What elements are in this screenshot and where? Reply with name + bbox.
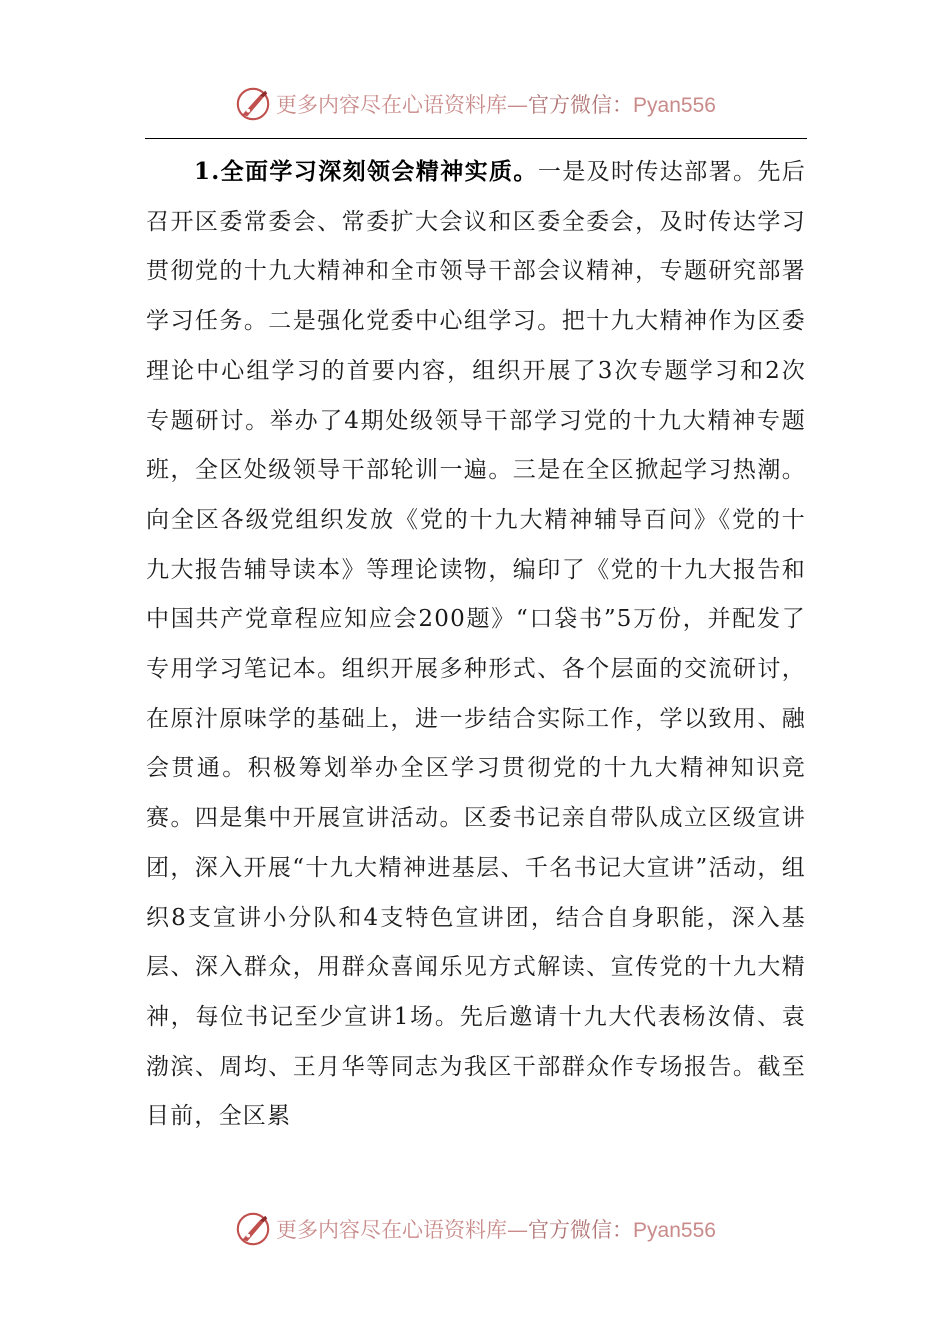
watermark-main-text: 更多内容尽在心语资料库 (276, 93, 508, 117)
watermark-wechat-id: Pyan556 (633, 94, 716, 117)
header-watermark-banner (0, 81, 950, 127)
document-body (146, 147, 806, 1142)
watermark-text (276, 89, 716, 119)
watermark-label: 官方微信： (528, 93, 634, 117)
watermark-separator: — (507, 93, 529, 117)
watermark-main-text: 更多内容尽在心语资料库 (276, 1218, 508, 1242)
header-divider (145, 138, 807, 139)
body-paragraph (146, 147, 806, 1142)
paragraph-text: 一是及时传达部署。先后召开区委常委会、常委扩大会议和区委全委会，及时传达学习贯彻党的十九大精神和全市领导干部会议精神，专题研究部署学习任务。二是强化党委中心组学习。把十九大精神作为区委理论中心组学习的首要内容，组织开展了3次专题学习和2次专题研讨。举办了4期处级领导干部学习党的十九大精神专题班，全区处级领导干部轮训一遍。三是在全区掀起学习热潮。向全区各级党组织发放《党的十九大精神辅导百问》《党的十九大报告辅导读本》等理论读物，编印了《党的十九大报告和中国共产党章程应知应会200题》“口袋书”5万份，并配发了专用学习笔记本。组织开展多种形式、各个层面的交流研讨，在原汁原味学的基础上，进一步结合实际工作，学以致用、融会贯通。积极筹划举办全区学习贯彻党的十九大精神知识竞赛。四是集中开展宣讲活动。区委书记亲自带队成立区级宣讲团，深入开展“十九大精神进基层、千名书记大宣讲”活动，组织8支宣讲小分队和4支特色宣讲团，结合自身职能，深入基层、深入群众，用群众喜闻乐见方式解读、宣传党的十九大精神，每位书记至少宣讲1场。先后邀请十九大代表杨汝倩、袁渤滨、周均、王月华等同志为我区干部群众作专场报告。截至目前，全区累 (146, 159, 807, 1130)
pen-nib-logo-icon (234, 85, 272, 123)
pen-nib-logo-icon (234, 1210, 272, 1248)
footer-watermark-banner (0, 1206, 950, 1252)
watermark-separator: — (507, 1218, 529, 1242)
watermark-wechat-id: Pyan556 (633, 1219, 716, 1242)
watermark-label: 官方微信： (528, 1218, 634, 1242)
section-heading: 1.全面学习深刻领会精神实质。 (194, 158, 538, 185)
watermark-text (276, 1214, 716, 1244)
